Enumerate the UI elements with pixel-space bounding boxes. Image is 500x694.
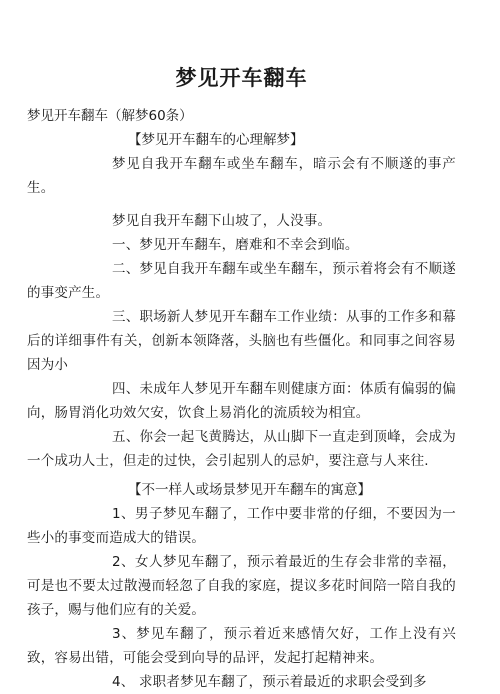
paragraph: 梦见自我开车翻车或坐车翻车，暗示会有不顺遂的事产生。 [27,156,456,196]
paragraph: 3、梦见车翻了，预示着近来感情欠好，工作上没有兴致，容易出错，可能会受到向导的品评，发起打起精神来。 [27,626,456,666]
section-heading-psychology: 【梦见开车翻车的心理解梦】 [128,132,304,148]
paragraph: 二、梦见自我开车翻车或坐车翻车，预示着将会有不顺遂的事变产生。 [27,261,456,301]
paragraph: 一、梦见开车翻车，磨难和不幸会到临。 [112,237,359,253]
paragraph: 4、 求职者梦见车翻了，预示着最近的求职会受到多 [112,674,427,690]
paragraph: 1、男子梦见车翻了，工作中要非常的仔细，不要因为一些小的事变而造成大的错误。 [27,506,456,546]
section-heading-scenarios: 【不一样人或场景梦见开车翻车的寓意】 [128,482,371,498]
paragraph: 2、女人梦见车翻了，预示着最近的生存会非常的幸福，可是也不要太过散漫而轻忽了自我的家庭，提议多花时间陪一陪自我的孩子，赐与他们应有的关爱。 [27,554,456,618]
paragraph: 梦见自我开车翻下山坡了，人没事。 [112,213,332,229]
paragraph: 五、你会一起飞黄腾达，从山脚下一直走到顶峰，会成为一个成功人士，但走的过快，会引起别人的忌妒，要注意与人来往. [27,429,456,469]
page-title: 梦见开车翻车 [175,66,308,90]
section-scenarios [27,478,456,694]
paragraph: 三、职场新人梦见开车翻车工作业绩：从事的工作多和幕后的详细事件有关，创新本领降落，头脑也有些僵化。和同事之间容易因为小 [27,309,456,373]
document-subtitle: 梦见开车翻车（解梦60条） [27,108,193,124]
section-psychology [27,128,456,473]
paragraph: 四、未成年人梦见开车翻车则健康方面：体质有偏弱的偏向，肠胃消化功效欠安，饮食上易消化的流质较为相宜。 [27,381,456,421]
